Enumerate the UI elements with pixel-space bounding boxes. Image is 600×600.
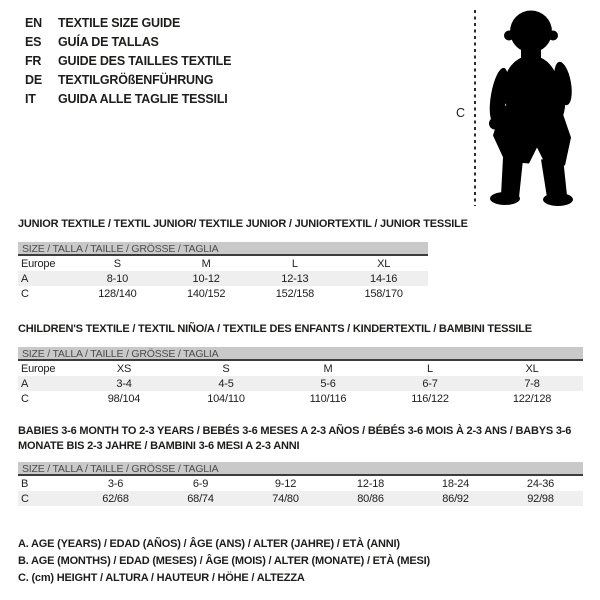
children-table-title: CHILDREN'S TEXTILE / TEXTIL NIÑO/A / TEXTILE DES ENFANTS / KINDERTEXTIL / BAMBINI TESSILE bbox=[18, 323, 532, 335]
table-body bbox=[18, 476, 583, 506]
language-code: IT bbox=[25, 91, 36, 106]
language-title: TEXTILE SIZE GUIDE bbox=[58, 15, 181, 30]
language-code: DE bbox=[25, 72, 42, 87]
table-cell: 98/104 bbox=[107, 392, 141, 405]
size-header-bar: SIZE / TALLA / TAILLE / GRÖSSE / TAGLIA bbox=[18, 462, 583, 476]
table-row bbox=[18, 361, 583, 376]
table-cell: 80/86 bbox=[357, 492, 384, 505]
table-cell: 9-12 bbox=[274, 477, 297, 490]
table-row bbox=[18, 391, 583, 406]
table-cell: 14-16 bbox=[370, 272, 398, 285]
language-row bbox=[25, 13, 231, 32]
language-list bbox=[25, 13, 231, 108]
language-row bbox=[25, 70, 231, 89]
table-cell: XS bbox=[116, 362, 132, 375]
table-cell: L bbox=[291, 257, 298, 270]
table-cell: 18-24 bbox=[441, 477, 470, 490]
table-cell: 7-8 bbox=[524, 377, 540, 390]
table-cell: 12-18 bbox=[356, 477, 385, 490]
table-cell: 110/116 bbox=[309, 392, 347, 405]
footnote-line: B. AGE (MONTHS) / EDAD (MESES) / ÂGE (MOIS) / ALTER (MONATE) / ETÀ (MESI) bbox=[18, 555, 430, 567]
baby-silhouette-icon bbox=[485, 7, 578, 207]
table-cell: 8-10 bbox=[106, 272, 128, 285]
table-cell: C bbox=[21, 492, 29, 505]
table-cell: 158/170 bbox=[364, 287, 403, 300]
height-measure-label: C bbox=[456, 106, 465, 120]
table-cell: 116/122 bbox=[411, 392, 449, 405]
table-row bbox=[18, 256, 428, 271]
babies-table-title: BABIES 3-6 MONTH TO 2-3 YEARS / BEBÉS 3-6 MESES A 2-3 AÑOS / BÉBÉS 3-6 MOIS À 2-3 ANS / BABYS 3-6 MONATE BIS 2-3 JAHRE / BAMBINI 3-6 MESI A 2-3 ANNI bbox=[18, 425, 572, 452]
babies-size-table bbox=[18, 462, 583, 506]
table-cell: 4-5 bbox=[218, 377, 234, 390]
table-cell: 86/92 bbox=[442, 492, 469, 505]
junior-size-table bbox=[18, 242, 428, 301]
table-cell: A bbox=[21, 377, 29, 390]
language-code: EN bbox=[25, 15, 42, 30]
language-row bbox=[25, 89, 231, 108]
table-body bbox=[18, 361, 583, 406]
table-cell: L bbox=[427, 362, 433, 375]
language-title: GUÍA DE TALLAS bbox=[58, 34, 159, 49]
table-cell: 3-6 bbox=[107, 477, 124, 490]
table-row bbox=[18, 286, 428, 301]
table-cell: 104/110 bbox=[207, 392, 245, 405]
table-cell: 10-12 bbox=[192, 272, 220, 285]
table-cell: 62/68 bbox=[102, 492, 129, 505]
table-cell: S bbox=[222, 362, 230, 375]
children-size-table bbox=[18, 347, 583, 406]
table-cell: 24-36 bbox=[526, 477, 555, 490]
language-row bbox=[25, 51, 231, 70]
table-cell: 140/152 bbox=[186, 287, 226, 300]
footnote-line: A. AGE (YEARS) / EDAD (AÑOS) / ÂGE (ANS) / ALTER (JAHRE) / ETÀ (ANNI) bbox=[18, 538, 400, 550]
table-cell: A bbox=[21, 272, 29, 285]
table-cell: S bbox=[113, 257, 121, 270]
table-cell: 12-13 bbox=[281, 272, 309, 285]
table-cell: 122/128 bbox=[512, 392, 552, 405]
table-cell: 92/98 bbox=[527, 492, 554, 505]
table-cell: M bbox=[201, 257, 211, 270]
footnote-line: C. (cm) HEIGHT / ALTURA / HAUTEUR / HÖHE / ALTEZZA bbox=[18, 572, 305, 584]
table-cell: XL bbox=[525, 362, 539, 375]
language-title: TEXTILGRÖßENFÜHRUNG bbox=[58, 72, 214, 87]
table-cell: 74/80 bbox=[272, 492, 299, 505]
table-cell: XL bbox=[377, 257, 391, 270]
table-cell: Europe bbox=[21, 257, 56, 270]
table-cell: 68/74 bbox=[187, 492, 214, 505]
table-cell: 5-6 bbox=[320, 377, 336, 390]
table-row bbox=[18, 476, 583, 491]
table-cell: C bbox=[21, 392, 29, 405]
table-cell: 152/158 bbox=[275, 287, 315, 300]
language-title: GUIDA ALLE TAGLIE TESSILI bbox=[58, 91, 228, 106]
table-row bbox=[18, 271, 428, 286]
language-title: GUIDE DES TAILLES TEXTILE bbox=[58, 53, 232, 68]
height-measure-dashed-line bbox=[474, 10, 476, 206]
table-cell: B bbox=[21, 477, 29, 490]
table-cell: 128/140 bbox=[98, 287, 137, 300]
table-cell: M bbox=[323, 362, 333, 375]
table-body bbox=[18, 256, 428, 301]
table-row bbox=[18, 491, 583, 506]
language-row bbox=[25, 32, 231, 51]
junior-table-title: JUNIOR TEXTILE / TEXTIL JUNIOR/ TEXTILE JUNIOR / JUNIORTEXTIL / JUNIOR TESSILE bbox=[18, 218, 468, 230]
language-code: ES bbox=[25, 34, 42, 49]
size-header-bar: SIZE / TALLA / TAILLE / GRÖSSE / TAGLIA bbox=[18, 242, 428, 256]
footnote-legend bbox=[18, 536, 430, 587]
table-cell: C bbox=[21, 287, 29, 300]
table-cell: 6-9 bbox=[192, 477, 209, 490]
language-code: FR bbox=[25, 53, 42, 68]
size-header-bar: SIZE / TALLA / TAILLE / GRÖSSE / TAGLIA bbox=[18, 347, 583, 361]
table-cell: Europe bbox=[21, 362, 56, 375]
table-cell: 6-7 bbox=[422, 377, 438, 390]
table-row bbox=[18, 376, 583, 391]
table-cell: 3-4 bbox=[116, 377, 132, 390]
